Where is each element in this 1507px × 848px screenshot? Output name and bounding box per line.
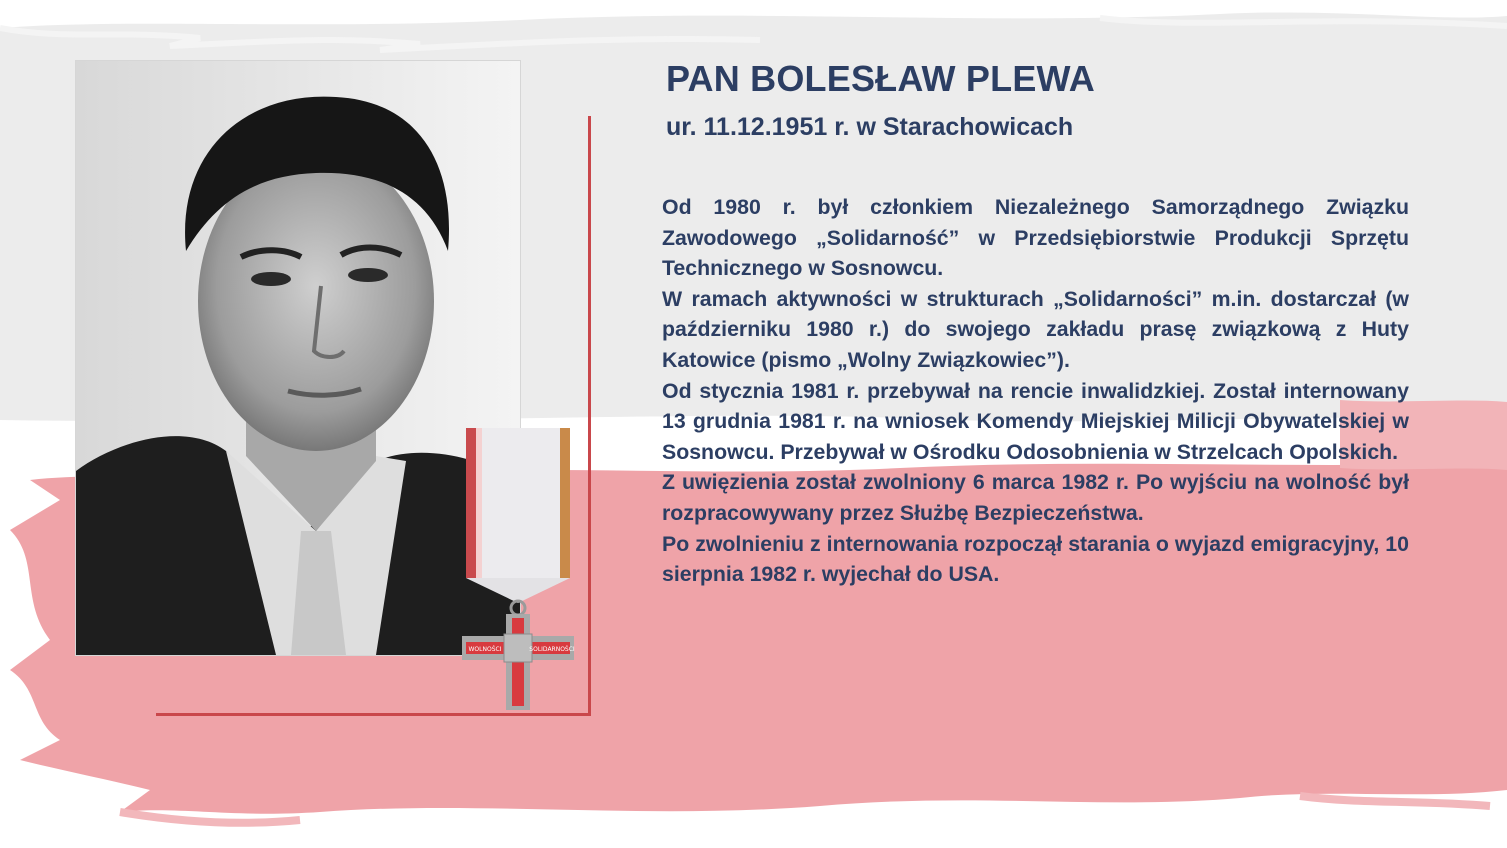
- birth-info: ur. 11.12.1951 r. w Starachowicach: [666, 113, 1074, 141]
- biography-paragraph: W ramach aktywności w strukturach „Solidarności” m.in. dostarczał (w październiku 1980 r.) do swojego zakładu prasę związkową z Huty Katowice (pismo „Wolny Związkowiec”).: [662, 286, 1409, 372]
- frame-line-horizontal: [156, 713, 591, 716]
- biography-paragraph: Po zwolnieniu z internowania rozpoczął starania o wyjazd emigracyjny, 10 sierpnia 1982 r. wyjechał do USA.: [662, 531, 1409, 587]
- medal-inscription-left: WOLNOŚCI: [468, 646, 502, 653]
- biography-paragraph: Z uwięzienia został zwolniony 6 marca 1982 r. Po wyjściu na wolność był rozpracowywany przez Służbę Bezpieczeństwa.: [662, 470, 1409, 525]
- frame-line-vertical: [588, 116, 591, 716]
- biography-paragraph: Od stycznia 1981 r. przebywał na rencie inwalidzkiej. Został internowany 13 grudnia 1981 r. na wniosek Komendy Miejskiej Milicji Obywatelskiej w Sosnowcu. Przebywał w Ośrodku Odosobnienia w Strzelcach Opolskich.: [662, 378, 1409, 464]
- solidarity-cross-medal: [458, 428, 578, 710]
- portrait-illustration: [76, 61, 520, 655]
- biography-paragraph: Od 1980 r. był członkiem Niezależnego Samorządnego Związku Zawodowego „Solidarność” w Przedsiębiorstwie Produkcji Sprzętu Technicznego w Sosnowcu.: [662, 195, 1409, 281]
- person-name: PAN BOLESŁAW PLEWA: [666, 58, 1095, 99]
- right-eye: [348, 268, 388, 282]
- portrait-photo: [76, 61, 520, 655]
- medal-inscription-right: SOLIDARNOŚCI: [529, 646, 575, 653]
- left-eye: [251, 272, 291, 286]
- biography-text: [662, 192, 1409, 590]
